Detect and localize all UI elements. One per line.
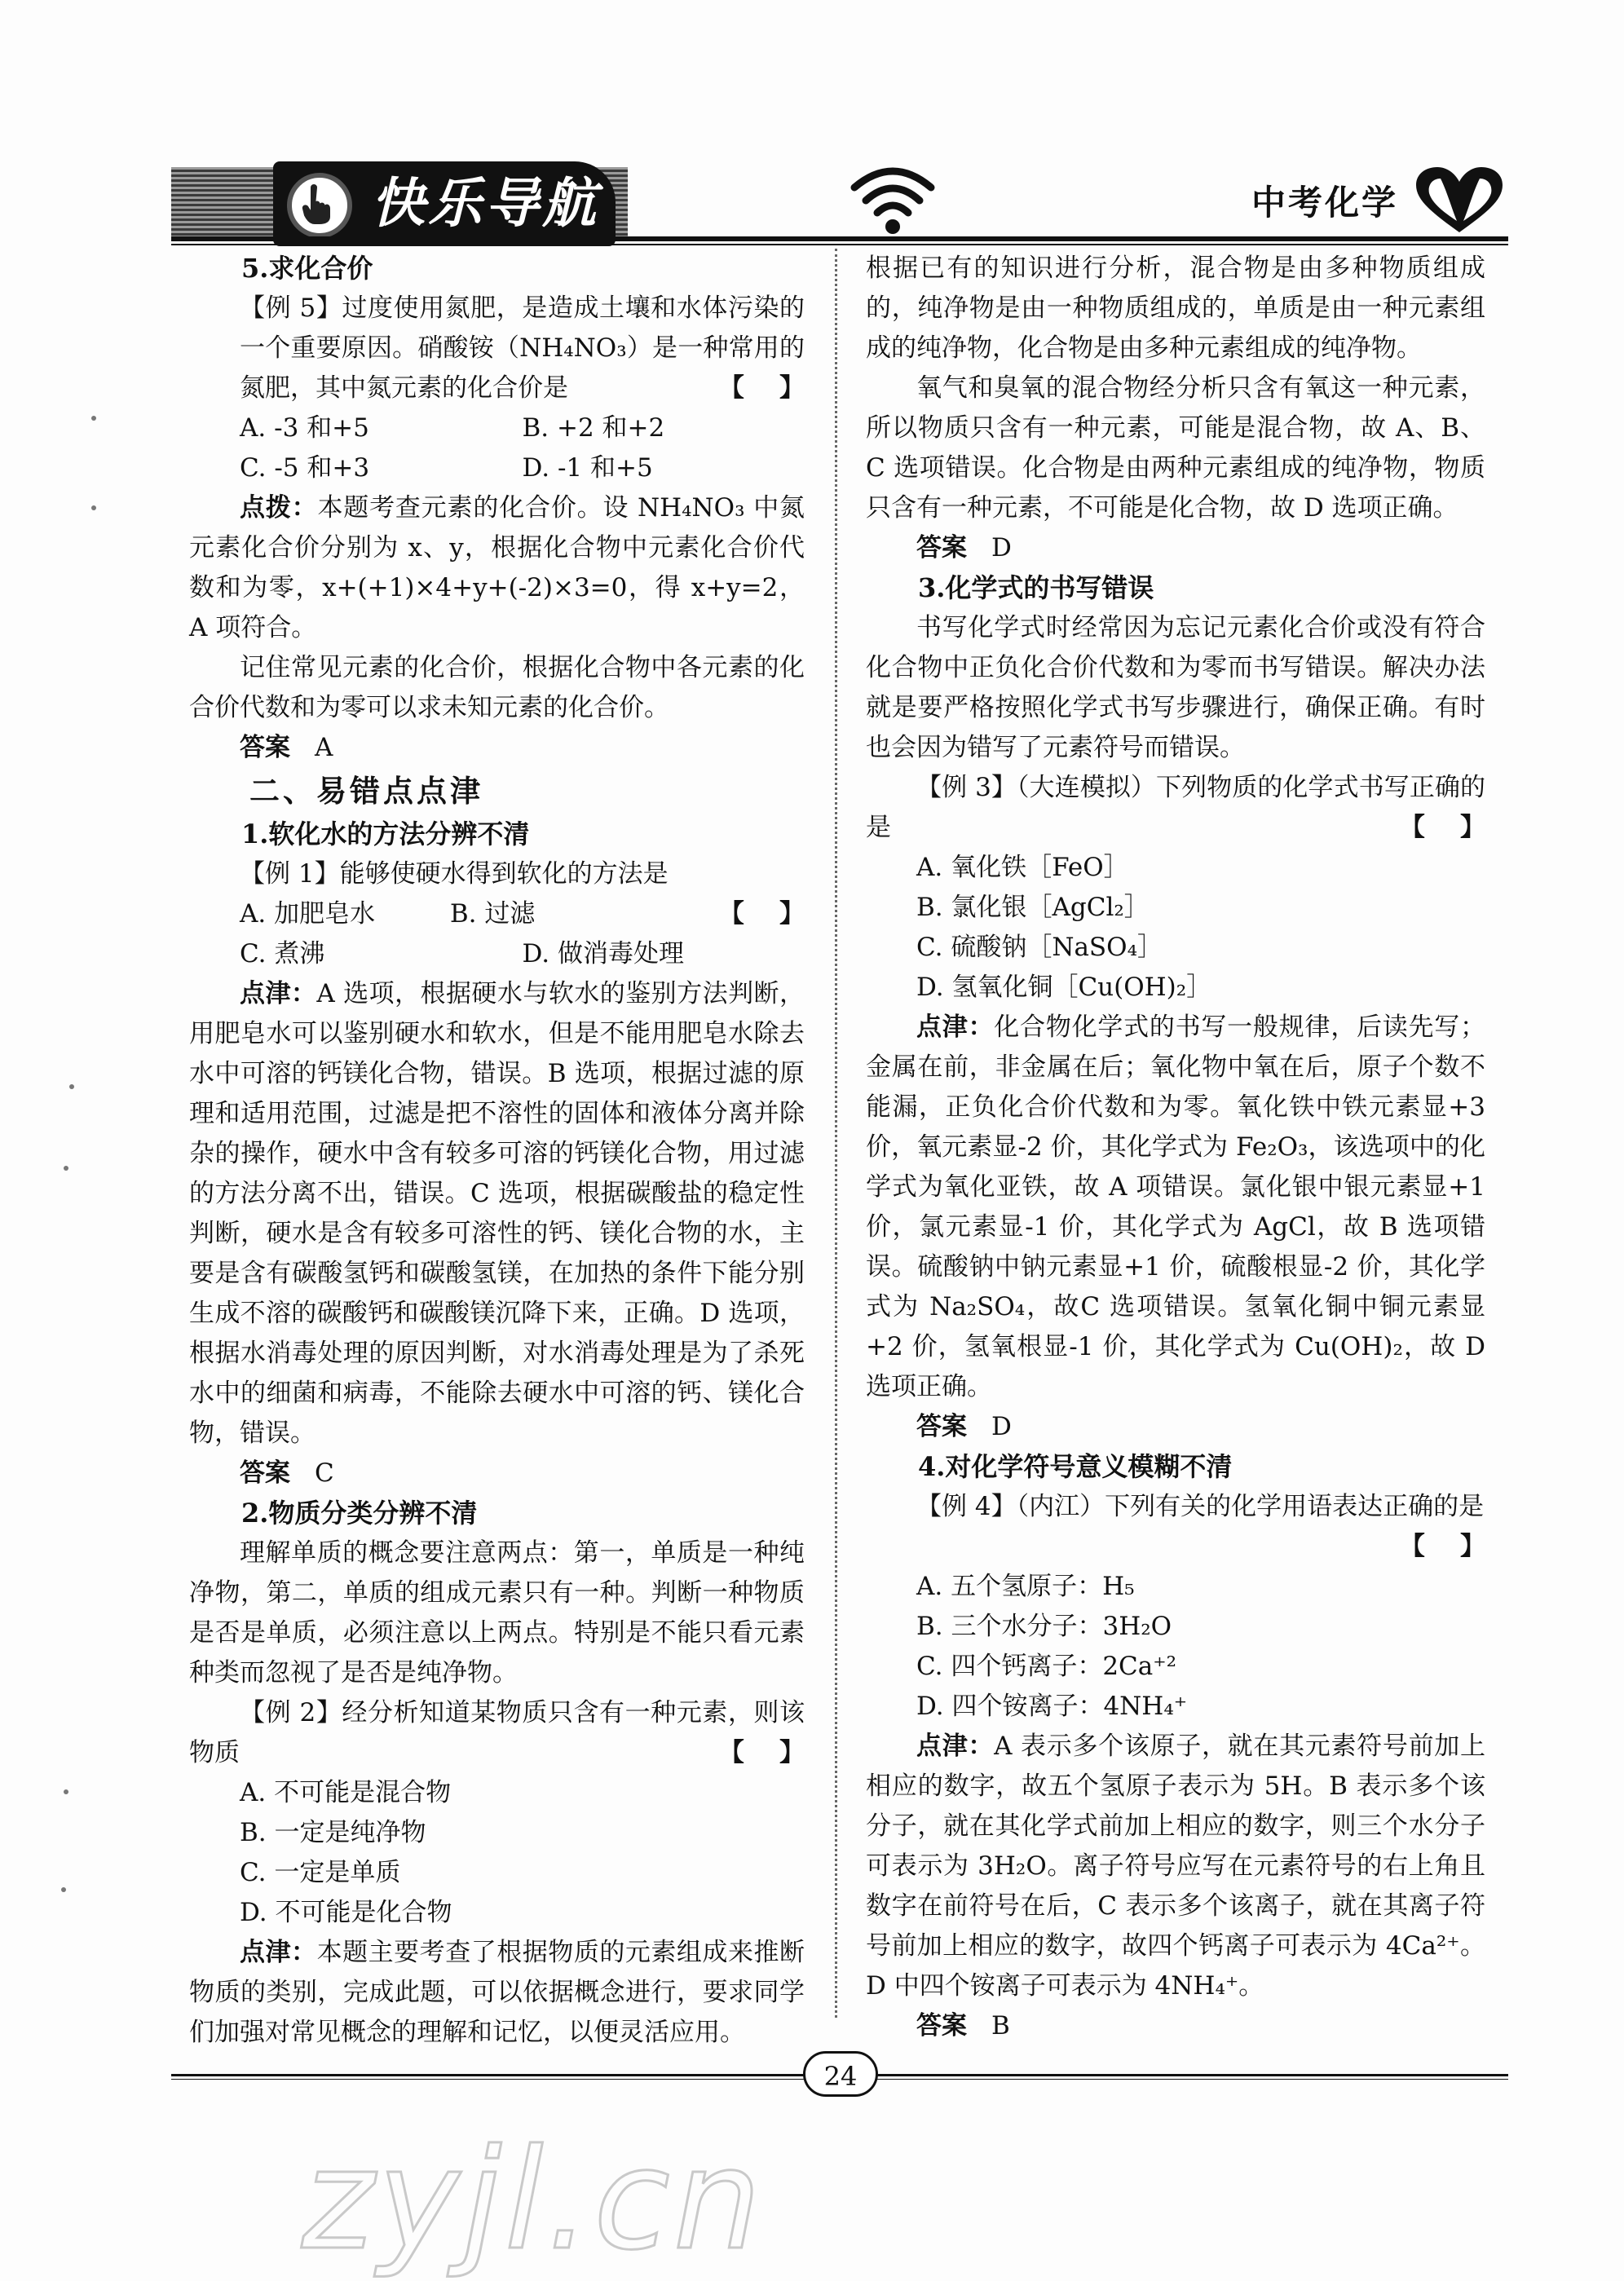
section-title: 2.物质分类分辨不清 (241, 1498, 478, 1529)
option-d: D. 四个铵离子：4NH₄⁺ (916, 1692, 1188, 1721)
answer-value: A (315, 733, 333, 762)
example-5-options-row-2 (189, 448, 805, 488)
section-title: 1.软化水的方法分辨不清 (241, 818, 530, 849)
watermark: zyjl.cn (302, 2120, 765, 2281)
header-rule-thin (171, 244, 1508, 245)
example-2-hint: 点津：本题主要考查了根据物质的元素组成来推断物质的类别，完成此题，可以依据概念进行，要求同学们加强对常见概念的理解和记忆，以便灵活应用。 (189, 1938, 805, 2047)
example-1-options-row-1 (189, 894, 660, 934)
part-2-title: 二、易错点点津 (249, 773, 483, 809)
example-2-question: 【例 2】经分析知道某物质只含有一种元素，则该物质 【 】 (189, 1693, 805, 1773)
answer-value: D (991, 533, 1012, 563)
example-1-options-row-2 (189, 934, 805, 974)
example-3-question: 【例 3】（大连模拟）下列物质的化学式书写正确的是 【 】 (866, 768, 1485, 848)
scan-speck (91, 416, 96, 421)
option-a: A. 氧化铁［FeO］ (916, 853, 1129, 882)
example-2-answer (866, 528, 1485, 568)
hint-label: 点津： (240, 1938, 317, 1967)
option-b: B. 一定是纯净物 (240, 1818, 426, 1847)
example-5-hint: 点拨：本题考查元素的化合价。设 NH₄NO₃ 中氮元素化合价分别为 x、y，根据化合物中元素化合价代数和为零，x+(+1)×4+y+(-2)×3=0，得 x+y=2，A 项符合。 (189, 493, 805, 642)
option-a: A. 加肥皂水 (240, 899, 376, 929)
example-5-answer (189, 728, 805, 768)
header-brand-title: 快乐导航 (371, 172, 599, 235)
example-4-answer (866, 2006, 1485, 2046)
option-c: C. 四个钙离子：2Ca⁺² (916, 1652, 1177, 1681)
heart-icon (1414, 167, 1504, 236)
wifi-signal-icon (848, 161, 938, 236)
answer-label: 答案 (916, 533, 967, 563)
right-column (866, 249, 1485, 2046)
hint-label: 点津： (916, 1013, 995, 1042)
page-number: 24 (803, 2051, 878, 2097)
option-d: D. 氢氧化铜［Cu(OH)₂］ (916, 973, 1212, 1002)
option-b: B. 过滤 (449, 899, 536, 929)
left-column (189, 249, 805, 2053)
answer-value: C (315, 1458, 334, 1488)
scan-speck (64, 1789, 68, 1794)
scan-speck (91, 505, 96, 510)
explanation-paragraph: 氧气和臭氧的混合物经分析只含有氧这一种元素，所以物质只含有一种元素，可能是混合物，故 A、B、C 选项错误。化合物是由两种元素组成的纯净物，物质只含有一种元素，不可能是化合物，故 D 选项正确。 (866, 373, 1485, 523)
answer-bracket: 【 】 (1399, 813, 1485, 842)
option-d: D. -1 和+5 (522, 453, 653, 483)
example-3-answer (866, 1407, 1485, 1447)
section-title: 5.求化合价 (241, 253, 373, 284)
answer-label: 答案 (916, 1412, 967, 1441)
option-d: D. 做消毒处理 (522, 939, 684, 968)
option-a: A. 五个氢原子：H₅ (916, 1572, 1135, 1601)
example-4-bracket-line (866, 1527, 1485, 1567)
option-a: A. 不可能是混合物 (240, 1778, 452, 1807)
example-5-hint-note: 记住常见元素的化合价，根据化合物中各元素的化合价代数和为零可以求未知元素的化合价。 (189, 653, 805, 722)
section-2-text: 理解单质的概念要注意两点：第一，单质是一种纯净物，第二，单质的组成元素只有一种。判断一种物质是否是单质，必须注意以上两点。特别是不能只看元素种类而忽视了是否是纯净物。 (189, 1538, 805, 1688)
option-b: B. 三个水分子：3H₂O (916, 1612, 1172, 1641)
continued-paragraph: 根据已有的知识进行分析，混合物是由多种物质组成的，纯净物是由一种物质组成的，单质是由一种元素组成的纯净物，化合物是由多种元素组成的纯净物。 (866, 254, 1485, 363)
scan-speck (69, 1084, 74, 1089)
option-b: B. +2 和+2 (522, 413, 665, 443)
answer-value: D (991, 1412, 1012, 1441)
example-1-question: 【例 1】能够使硬水得到软化的方法是 【 】 (189, 854, 805, 894)
hint-label: 点拨： (240, 493, 318, 523)
example-4-question: 【例 4】（内江）下列有关的化学用语表达正确的是 (916, 1492, 1485, 1521)
option-c: C. 硫酸钠［NaSO₄］ (916, 933, 1163, 962)
header-rule (171, 236, 1508, 241)
hint-label: 点津： (240, 979, 317, 1008)
option-c: C. 煮沸 (240, 939, 325, 968)
header-subject-title: 中考化学 (1251, 183, 1399, 223)
example-3-hint: 点津：化合物化学式的书写一般规律，后读先写；金属在前，非金属在后；氧化物中氧在后，原子个数不能漏，正负化合价代数和为零。氧化铁中铁元素显+3 价，氧元素显-2 价，其化学式为 Fe₂O₃，该选项中的化学式为氧化亚铁，故 A 项错误。氯化银中银元素显+1 价，氯元素显-1 价，其化学式为 AgCl，故 B 选项错误。硫酸钠中钠元素显+1 价，硫酸根显-2 价，其化学式为 Na₂SO₄，故C 选项错误。氢氧化铜中铜元素显+2 价，氢氧根显-1 价，其化学式为 Cu(OH)₂，故 D 选项正确。 (866, 1013, 1486, 1401)
answer-label: 答案 (240, 1458, 290, 1488)
section-title: 4.对化学符号意义模糊不清 (918, 1451, 1233, 1482)
example-5-options-row-1 (189, 408, 805, 448)
answer-bracket: 【 】 (718, 373, 805, 403)
section-3-text: 书写化学式时经常因为忘记元素化合价或没有符合化合物中正负化合价代数和为零而书写错误。解决办法就是要严格按照化学式书写步骤进行，确保正确。有时也会因为错写了元素符号而错误。 (866, 613, 1485, 762)
answer-label: 答案 (916, 2011, 967, 2041)
answer-bracket: 【 】 (1399, 1532, 1485, 1561)
example-1-hint: 点津：A 选项，根据硬水与软水的鉴别方法判断，用肥皂水可以鉴别硬水和软水，但是不能用肥皂水除去水中可溶的钙镁化合物，错误。B 选项，根据过滤的原理和适用范围，过滤是把不溶性的固体和液体分离并除杂的操作，硬水中含有较多可溶的钙镁化合物，用过滤的方法分离不出，错误。C 选项，根据碳酸盐的稳定性判断，硬水是含有较多可溶性的钙、镁化合物的水，主要是含有碳酸氢钙和碳酸氢镁，在加热的条件下能分别生成不溶的碳酸钙和碳酸镁沉降下来，正确。D 选项，根据水消毒处理的原因判断，对水消毒处理是为了杀死水中的细菌和病毒，不能除去硬水中可溶的钙、镁化合物，错误。 (189, 979, 805, 1448)
column-divider (835, 249, 837, 2018)
answer-value: B (991, 2011, 1010, 2041)
option-c: C. -5 和+3 (240, 453, 370, 483)
answer-label: 答案 (240, 733, 290, 762)
option-a: A. -3 和+5 (240, 413, 369, 443)
answer-bracket: 【 】 (718, 899, 805, 929)
example-5-question: 【例 5】过度使用氮肥，是造成土壤和水体污染的一个重要原因。硝酸铵（NH₄NO₃）是一种常用的氮肥，其中氮元素的化合价是 【 】 (189, 289, 805, 408)
scan-speck (61, 1887, 66, 1892)
answer-bracket: 【 】 (718, 1738, 805, 1767)
section-title: 3.化学式的书写错误 (918, 572, 1154, 603)
option-d: D. 不可能是化合物 (240, 1898, 452, 1927)
option-c: C. 一定是单质 (240, 1858, 401, 1887)
scan-speck (64, 1166, 68, 1171)
example-4-hint: 点津：A 表示多个该原子，就在其元素符号前加上相应的数字，故五个氢原子表示为 5H。B 表示多个该分子，就在其化学式前加上相应的数字，则三个水分子可表示为 3H₂O。离子符号应写在元素符号的右上角且数字在前符号在后，C 表示多个该离子，就在其离子符号前加上相应的数字，故四个钙离子可表示为 4Ca²⁺。D 中四个铵离子可表示为 4NH₄⁺。 (866, 1732, 1485, 2001)
example-1-answer (189, 1454, 805, 1493)
option-b: B. 氯化银［AgCl₂］ (916, 893, 1150, 922)
hint-label: 点津： (916, 1732, 995, 1761)
pointing-hand-icon (302, 184, 338, 225)
